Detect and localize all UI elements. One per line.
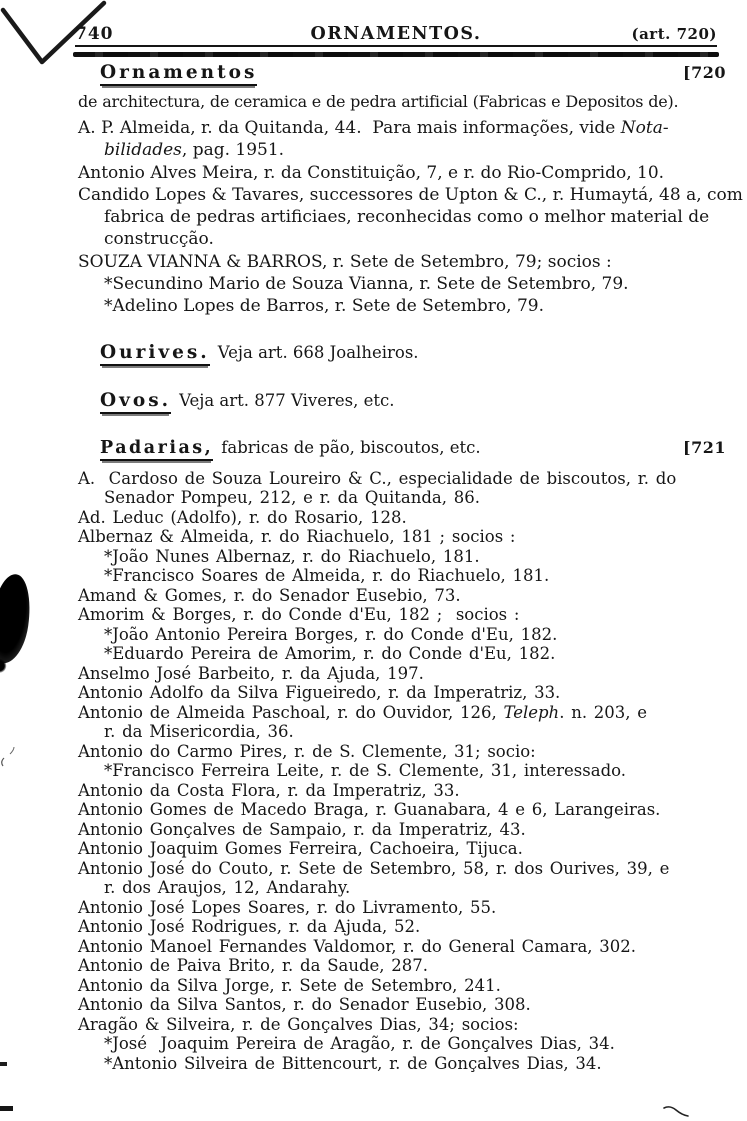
entry-line: Senador Pompeu, 212, e r. da Quitanda, 86. <box>104 488 480 508</box>
entry-line: A. Cardoso de Souza Loureiro & C., especialidade de biscoutos, r. do <box>78 468 677 488</box>
entry-line: Albernaz & Almeida, r. do Riachuelo, 181 ; socios : <box>78 527 516 547</box>
entry-line: Antonio José Lopes Soares, r. do Livramento, 55. <box>78 897 497 917</box>
entry-line: SOUZA VIANNA & BARROS, r. Sete de Setembro, 79; socios : <box>78 251 612 272</box>
entry-line: Amand & Gomes, r. do Senador Eusebio, 73. <box>78 585 461 605</box>
art-reference: (art. 720) <box>631 25 717 43</box>
section-gap <box>78 414 726 438</box>
entries-ornamentos <box>78 117 743 318</box>
entry-line: Antonio Alves Meira, r. da Constituição, 7, e r. do Rio-Comprido, 10. <box>78 162 665 183</box>
entry-line: Antonio Gomes de Macedo Braga, r. Guanabara, 4 e 6, Larangeiras. <box>78 800 661 820</box>
text-column <box>78 62 743 1073</box>
section-heading-ovos: Ovos. <box>100 390 171 414</box>
entry-line: Antonio Adolfo da Silva Figueiredo, r. da Imperatriz, 33. <box>78 683 561 703</box>
section-gap <box>78 366 726 390</box>
entry-line: Antonio Joaquim Gomes Ferreira, Cachoeira, Tijuca. <box>78 839 523 859</box>
section-note-padarias: fabricas de pão, biscoutos, etc. <box>221 437 481 457</box>
ink-blot-mark <box>0 572 35 666</box>
section-gap <box>78 318 726 342</box>
page-number: 740 <box>75 24 114 44</box>
entry-line: fabrica de pedras artificiaes, reconhecidas como o melhor material de <box>104 207 710 228</box>
entry-line: Antonio de Almeida Paschoal, r. do Ouvidor, 126, Teleph. n. 203, e <box>78 702 648 722</box>
header-rule-thin <box>75 45 717 47</box>
entry-line: Antonio da Silva Santos, r. do Senador Eusebio, 308. <box>78 995 531 1015</box>
entry-line: Antonio Manoel Fernandes Valdomor, r. do General Camara, 302. <box>78 936 637 956</box>
entry-line: *João Antonio Pereira Borges, r. do Conde d'Eu, 182. <box>104 624 558 644</box>
entry-line: Antonio Gonçalves de Sampaio, r. da Imperatriz, 43. <box>78 819 526 839</box>
entries-padarias <box>78 469 726 1074</box>
entry-line: *Francisco Soares de Almeida, r. do Riachuelo, 181. <box>104 566 550 586</box>
section-heading-ourives: Ourives. <box>100 342 210 366</box>
entry-line: A. P. Almeida, r. da Quitanda, 44. Para mais informações, vide Nota- <box>78 118 669 138</box>
entry-line: Antonio da Costa Flora, r. da Imperatriz, 33. <box>78 780 460 800</box>
entry-line: Amorim & Borges, r. do Conde d'Eu, 182 ; socios : <box>78 605 520 625</box>
corner-squiggle-mark <box>662 1104 692 1118</box>
header-rule-thick <box>73 52 719 57</box>
entry-line: bilidades, pag. 1951. <box>104 140 285 161</box>
entry-line: construcção. <box>104 229 214 250</box>
entry-line: Ad. Leduc (Adolfo), r. do Rosario, 128. <box>78 507 407 527</box>
edge-smudge-mark <box>0 1106 13 1111</box>
section-heading-padarias: Padarias, <box>100 438 213 461</box>
running-title: ORNAMENTOS. <box>310 24 482 44</box>
entry-line: Antonio José Rodrigues, r. da Ajuda, 52. <box>78 917 421 937</box>
entry-line: Aragão & Silveira, r. de Gonçalves Dias, 34; socios: <box>78 1014 519 1034</box>
section-ornamentos-heading-row <box>78 62 726 86</box>
entry-line: *Secundino Mario de Souza Vianna, r. Sete de Setembro, 79. <box>104 274 629 295</box>
entry-line: *Adelino Lopes de Barros, r. Sete de Setembro, 79. <box>104 296 544 317</box>
entry-line: *José Joaquim Pereira de Aragão, r. de Gonçalves Dias, 34. <box>104 1034 615 1054</box>
entry-line: *Francisco Ferreira Leite, r. de S. Clemente, 31, interessado. <box>104 761 627 781</box>
section-ourives-heading-row <box>78 342 726 366</box>
section-ref-720: [720 <box>683 63 726 82</box>
entry-line: Anselmo José Barbeito, r. da Ajuda, 197. <box>78 663 424 683</box>
entry-line: Antonio do Carmo Pires, r. de S. Clemente, 31; socio: <box>78 741 536 761</box>
section-note-ovos: Veja art. 877 Viveres, etc. <box>179 390 395 410</box>
section-padarias-heading-row <box>78 438 726 461</box>
entry-line: *Eduardo Pereira de Amorim, r. do Conde d'Eu, 182. <box>104 644 556 664</box>
margin-squiggle-mark <box>0 746 16 768</box>
section-ovos-heading-row <box>78 390 726 414</box>
running-header <box>75 24 717 44</box>
entry-line: *João Nunes Albernaz, r. do Riachuelo, 181. <box>104 546 480 566</box>
entry-line: Candido Lopes & Tavares, successores de Upton & C., r. Humaytá, 48 a, com <box>78 184 743 205</box>
entry-line: Antonio de Paiva Brito, r. da Saude, 287. <box>78 956 429 976</box>
entry-line: r. da Misericordia, 36. <box>104 722 294 742</box>
entry-line: Antonio da Silva Jorge, r. Sete de Setembro, 241. <box>78 975 501 995</box>
entry-line: *Antonio Silveira de Bittencourt, r. de Gonçalves Dias, 34. <box>104 1053 602 1073</box>
section-note-ourives: Veja art. 668 Joalheiros. <box>217 342 419 362</box>
section-ref-721: [721 <box>683 437 726 457</box>
section-heading-ornamentos: Ornamentos <box>100 62 257 86</box>
entry-line: Antonio José do Couto, r. Sete de Setembro, 58, r. dos Ourives, 39, e <box>78 858 670 878</box>
entry-line: r. dos Araujos, 12, Andarahy. <box>104 878 351 898</box>
edge-smudge-mark <box>0 1062 7 1066</box>
section-subtitle-ornamentos: de architectura, de ceramica e de pedra artificial (Fabricas e Depositos de). <box>78 92 679 111</box>
